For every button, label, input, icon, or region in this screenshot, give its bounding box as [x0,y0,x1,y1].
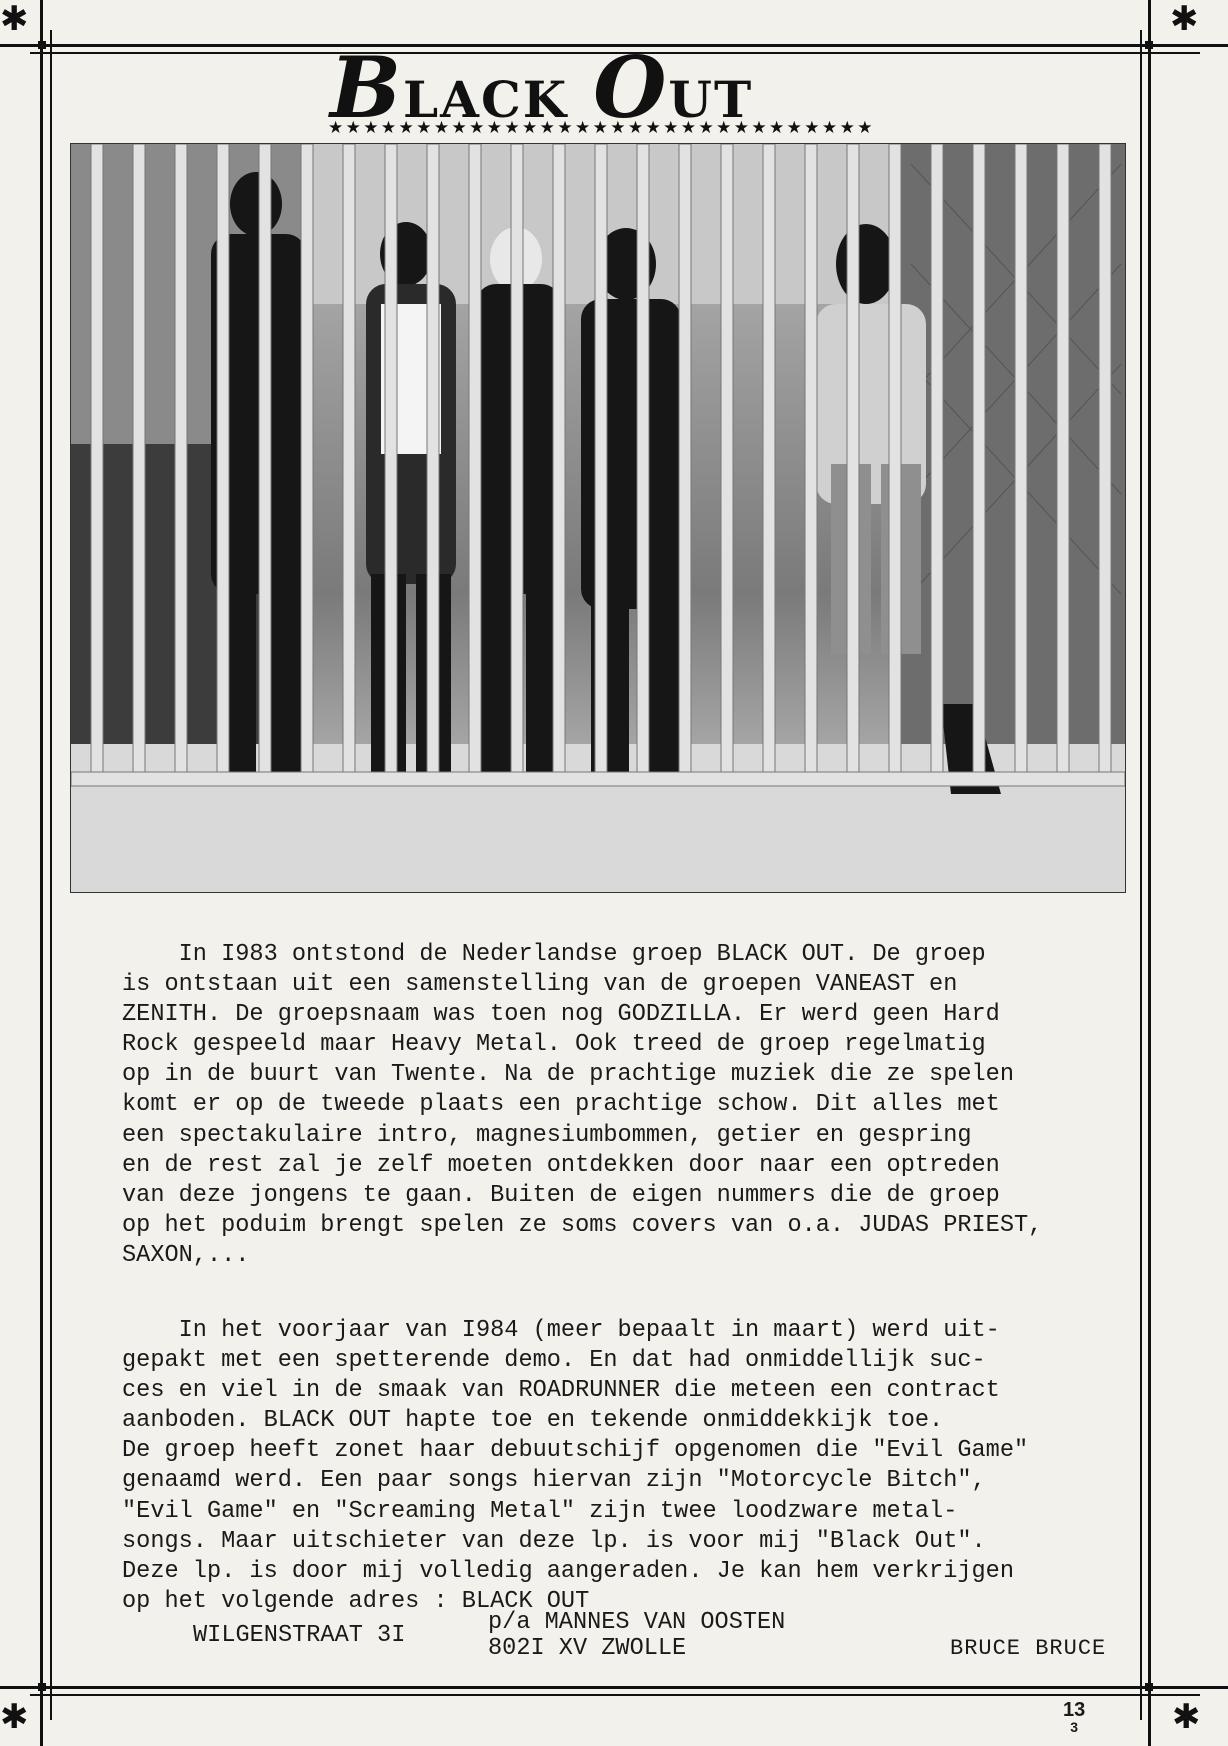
frame-left-line [40,0,43,1746]
address-care-of: p/a MANNES VAN OOSTEN [488,1609,786,1636]
page-number-sub: 3 [1070,1719,1079,1735]
article-paragraph-2: In het voorjaar van I984 (meer bepaalt in maart) werd uit- gepakt met een spetterende demo. En dat had onmiddellijk suc- ces en viel in de smaak van ROADRUNNER die meteen een contract aanboden. BLACK OUT hapte toe en tekende onmiddekkijk toe. De groep heeft zonet haar debuutschijf opgenomen die "Evil Game" genaamd werd. Een paar songs hiervan zijn "Motorcycle Bitch", "Evil Game" en "Screaming Metal" zijn twee loodzware metal- songs. Maar uitschieter van deze lp. is voor mij "Black Out". Deze lp. is door mij volledig aangeraden. Je kan hem verkrijgen op het volgende adres : BLACK OUT [122,1317,1029,1615]
band-photo [70,143,1126,893]
asterisk-icon: ✱ [0,0,29,39]
title-initial-o: O [593,38,669,137]
title-initial-b: B [330,38,403,137]
address-street: WILGENSTRAAT 3I [193,1622,406,1649]
author-signature: BRUCE BRUCE [950,1636,1107,1661]
page-number [1063,1700,1085,1734]
asterisk-icon: ✱ [1172,1697,1201,1737]
title-word-lack: LACK [403,70,569,129]
frame-right-line [1148,0,1151,1746]
title-word-ut: UT [668,70,754,129]
page-number-main: 13 [1063,1699,1086,1721]
frame-left-line-inner [50,30,52,1720]
frame-corner [1145,1683,1153,1691]
title-star-border: ★★★★★★★★★★★★★★★★★★★★★★★★★★★★★★★ [328,118,875,138]
frame-bottom-line [0,1686,1228,1689]
address-city: 802I XV ZWOLLE [488,1635,687,1662]
frame-right-line-inner [1140,30,1142,1720]
band-behind-bars-image [71,144,1125,892]
band-title [330,38,810,137]
article-paragraph-1: In I983 ontstond de Nederlandse groep BLACK OUT. De groep is ontstaan uit een samenstelling van de groepen VANEAST en ZENITH. De groepsnaam was toen nog GODZILLA. Er werd geen Hard Rock gespeeld maar Heavy Metal. Ook treed de groep regelmatig op in de buurt van Twente. Na de prachtige muziek die ze spelen komt er op de tweede plaats een prachtige schow. Dit alles met een spectakulaire intro, magnesiumbommen, getier en gespring en de rest zal je zelf moeten ontdekken door naar een optreden van deze jongens te gaan. Buiten de eigen nummers die de groep op het poduim brengt spelen ze soms covers van o.a. JUDAS PRIEST, SAXON,... [122,941,1043,1269]
asterisk-icon: ✱ [1170,0,1199,39]
frame-bottom-line-inner [30,1694,1200,1696]
frame-corner [38,1683,46,1691]
frame-corner [38,41,46,49]
frame-corner [1145,41,1153,49]
asterisk-icon: ✱ [0,1697,29,1737]
